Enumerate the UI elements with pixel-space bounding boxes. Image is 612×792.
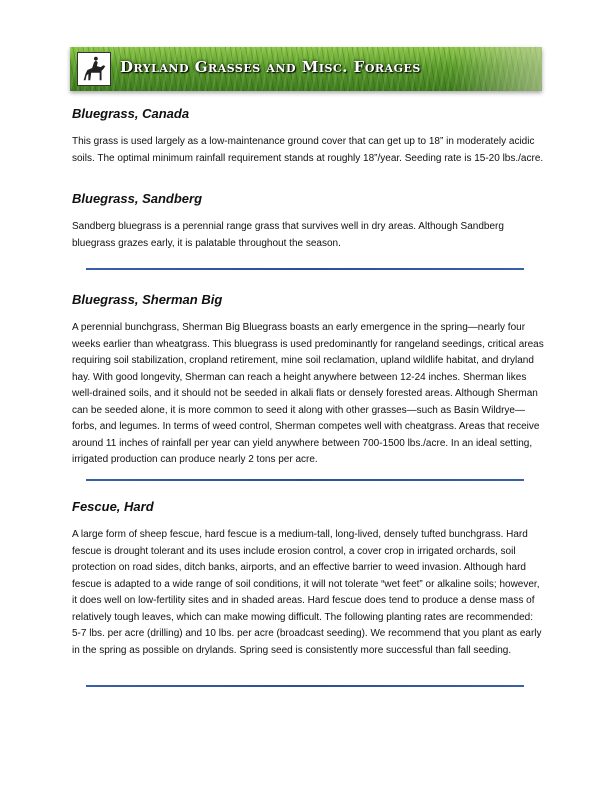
section-divider — [86, 685, 524, 687]
section-body-bluegrass-sandberg: Sandberg bluegrass is a perennial range grass that survives well in dry areas. Although Sandberg bluegrass grazes early, it is palatable throughout the season. — [72, 221, 504, 249]
header-banner — [70, 47, 542, 91]
section-body-bluegrass-sherman-big: A perennial bunchgrass, Sherman Big Bluegrass boasts an early emergence in the spring—nearly four weeks earlier than wheatgrass. This bluegrass is used predominantly for rangeland seedings, critical areas requiring soil stabilization, cropland retirement, mine soil reclamation, upland wildlife habitat, and dryland hay. With good longevity, Sherman can reach a height anywhere between 12-24 inches. Sherman likes well-drained soils, and it should not be seeded in alkali flats or densely forested areas. Although Sherman can be seeded alone, it is more common to seed it along with other grasses—such as Basin Wildrye—forbs, and legumes. In terms of weed control, Sherman competes well with cheatgrass. Areas that receive around 11 inches of rainfall per year can yield anywhere between 700-1500 lbs./acre. In an ideal setting, irrigated production can produce nearly 2 tons per acre. — [72, 322, 544, 465]
section-title-bluegrass-canada: Bluegrass, Canada — [72, 106, 190, 121]
section-title-fescue-hard: Fescue, Hard — [72, 499, 154, 514]
section-title-bluegrass-sherman-big: Bluegrass, Sherman Big — [72, 292, 223, 307]
horse-rider-logo-icon — [77, 52, 111, 86]
section-title-bluegrass-sandberg: Bluegrass, Sandberg — [72, 191, 203, 206]
section-divider — [86, 479, 524, 481]
section-body-bluegrass-canada: This grass is used largely as a low-maintenance ground cover that can get up to 18” in moderately acidic soils. The optimal minimum rainfall requirement stands at roughly 18”/year. Seeding rate is 15-20 lbs./acre. — [72, 136, 544, 164]
page-title: Dryland Grasses and Misc. Forages — [120, 58, 421, 76]
section-divider — [86, 268, 524, 270]
section-body-fescue-hard: A large form of sheep fescue, hard fescue is a medium-tall, long-lived, densely tufted bunchgrass. Hard fescue is drought tolerant and its uses include erosion control, a cover crop in irrigated orchards, soil protection on road sides, ditch banks, airports, and an effective barrier to weed invasion. Although hard fescue is adapted to a wide range of soil conditions, it will not tolerate “wet feet” or alkaline soils; however, it does well on low-fertility sites and in shaded areas. Hard fescue does tend to produce a dense mass of relatively tough leaves, which can make mowing difficult. The following planting rates are recommended: 5-7 lbs. per acre (drilling) and 10 lbs. per acre (broadcast seeding). We recommend that you plant as early in the spring as possible on drylands. Spring seed is consistently more successful than fall seeding. — [72, 529, 542, 656]
